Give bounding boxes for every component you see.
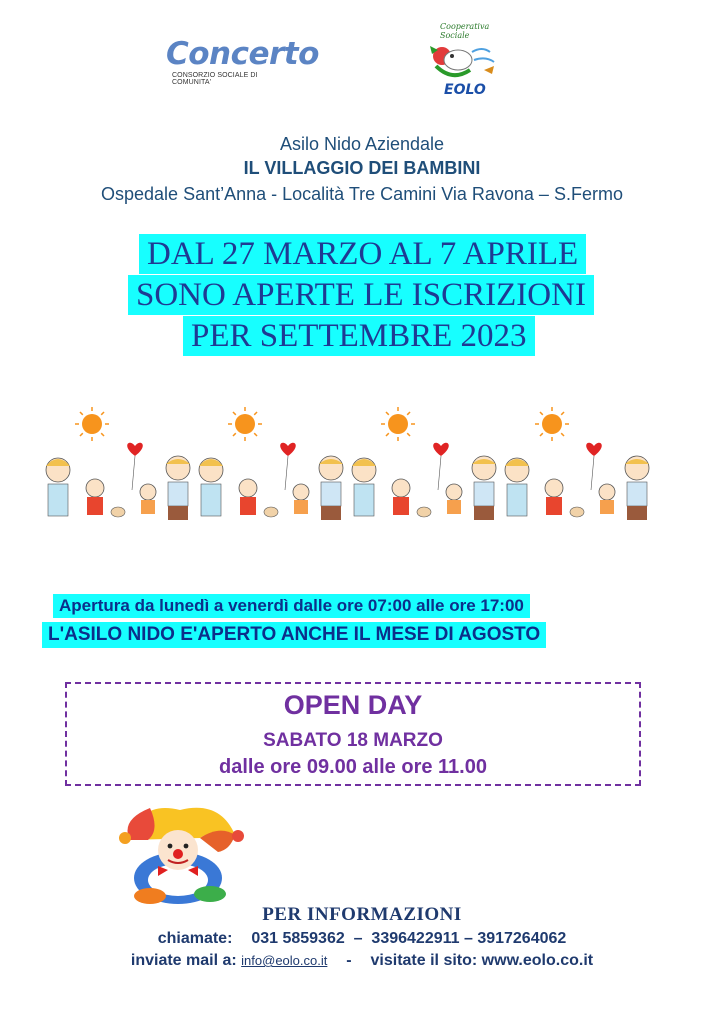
family-group xyxy=(505,443,649,520)
enrollment-open: SONO APERTE LE ISCRIZIONI xyxy=(128,275,594,315)
august-open-notice: L'ASILO NIDO E'APERTO ANCHE IL MESE DI AGOSTO xyxy=(42,622,546,648)
phone-label: chiamate: xyxy=(157,930,233,947)
families-illustration xyxy=(40,404,685,534)
mail-label: inviate mail a: xyxy=(130,952,237,969)
open-day-title: OPEN DAY xyxy=(283,690,423,720)
open-day-time: dalle ore 09.00 alle ore 11.00 xyxy=(219,756,487,778)
info-title: PER INFORMAZIONI xyxy=(262,904,462,925)
opening-hours: Apertura da lunedì a venerdì dalle ore 07:00 alle ore 17:00 xyxy=(53,594,530,618)
enrollment-dates: DAL 27 MARZO AL 7 APRILE xyxy=(139,234,586,274)
open-day-date: SABATO 18 MARZO xyxy=(263,730,443,751)
concerto-logo xyxy=(166,36,319,96)
concerto-logo-subtitle: CONSORZIO SOCIALE DI COMUNITA' xyxy=(172,72,258,86)
web-contacts xyxy=(0,952,724,970)
family-group xyxy=(199,443,343,520)
nursery-name: IL VILLAGGIO DEI BAMBINI xyxy=(243,158,481,178)
sun-icon xyxy=(381,407,415,441)
site-label: visitate il sito: xyxy=(370,952,478,969)
contact-separator: - xyxy=(346,952,352,969)
family-group xyxy=(46,443,190,520)
phone-contacts xyxy=(0,930,724,948)
enrollment-period: PER SETTEMBRE 2023 xyxy=(183,316,535,356)
sun-icon xyxy=(535,407,569,441)
family-group xyxy=(352,443,496,520)
phone-numbers[interactable]: 031 5859362 – 3396422911 – 3917264062 xyxy=(251,930,567,947)
email-link[interactable]: info@eolo.co.it xyxy=(241,953,328,968)
concerto-logo-word: Concerto xyxy=(166,36,319,72)
website-link[interactable]: www.eolo.co.it xyxy=(481,952,594,969)
sun-icon xyxy=(228,407,262,441)
nursery-address: Ospedale Sant’Anna - Località Tre Camini Via Ravona – S.Fermo xyxy=(101,184,623,204)
eolo-logo-name: EOLO xyxy=(444,82,486,98)
nursery-type: Asilo Nido Aziendale xyxy=(279,134,445,154)
eolo-logo-top-text: Cooperativa Sociale xyxy=(440,22,490,40)
sun-icon xyxy=(75,407,109,441)
clown-toy-image xyxy=(110,800,246,908)
eolo-logo xyxy=(422,22,512,104)
